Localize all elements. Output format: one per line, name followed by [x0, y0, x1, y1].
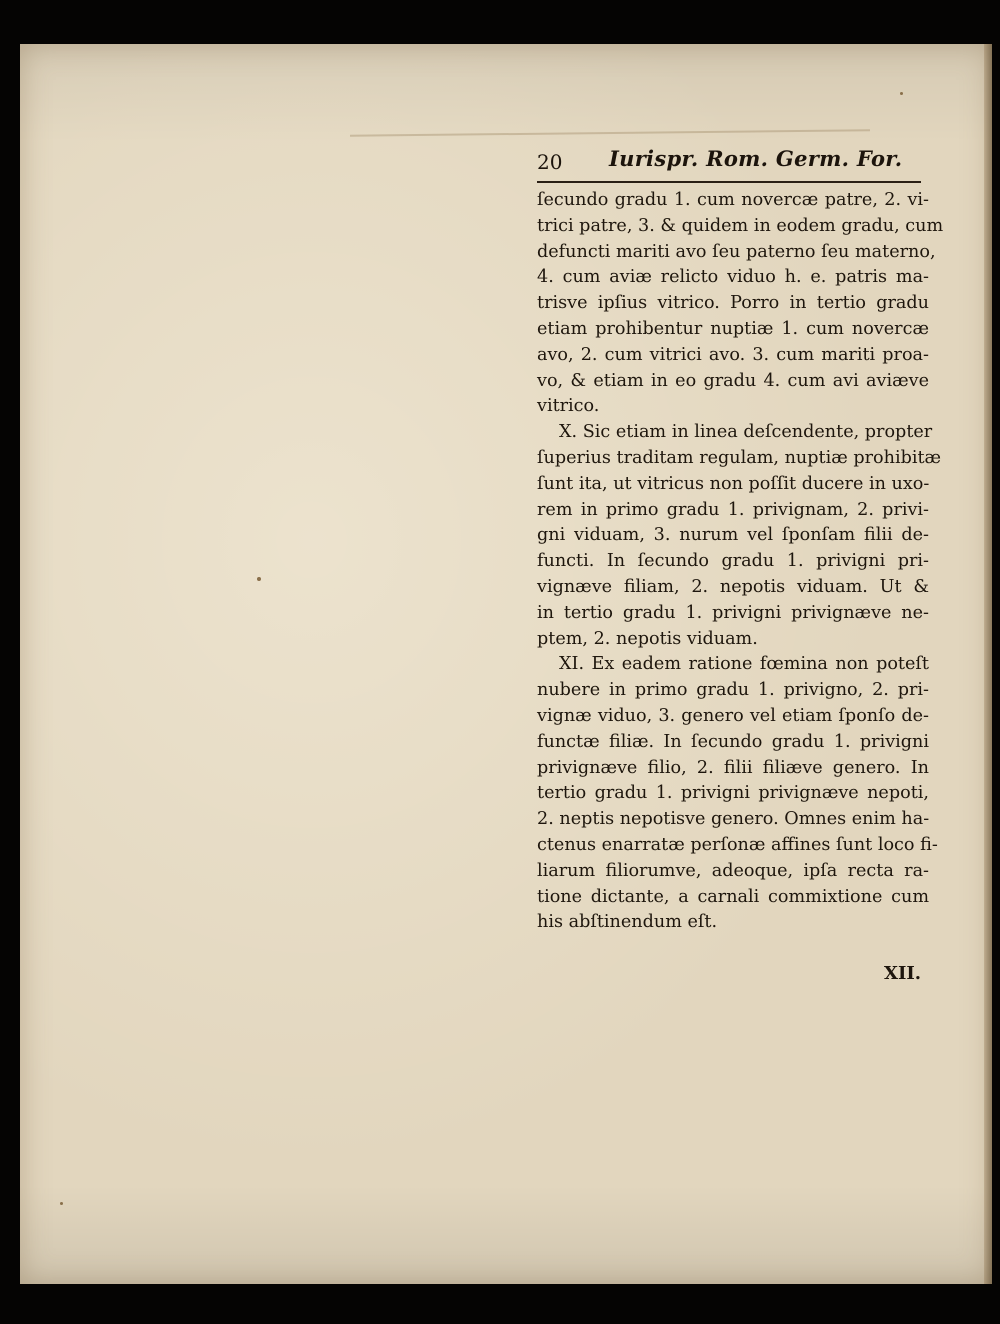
- text-line: ctenus enarratæ perſonæ affines ſunt loco fi-: [537, 834, 938, 855]
- body-text: [537, 188, 944, 936]
- header-rule: [537, 181, 921, 183]
- text-line: liarum filiorumve, adeoque, ipſa recta ra-: [537, 860, 929, 881]
- text-line: 4. cum aviæ relicto viduo h. e. patris ma-: [537, 267, 929, 288]
- paper-speck: [257, 577, 261, 581]
- text-line: trici patre, 3. & quidem in eodem gradu, cum: [537, 215, 944, 236]
- text-line: privignæve filio, 2. filii filiæve genero. In: [537, 757, 929, 778]
- paper-speck: [60, 1202, 63, 1205]
- text-line: defuncti mariti avo ſeu paterno ſeu materno,: [537, 241, 936, 262]
- text-line: vignæve filiam, 2. nepotis viduam. Ut &: [537, 576, 929, 597]
- paper-crease: [350, 129, 870, 136]
- text-line: functæ filiæ. In ſecundo gradu 1. privigni: [537, 731, 929, 752]
- text-line: ſecundo gradu 1. cum novercæ patre, 2. vi-: [537, 190, 929, 210]
- text-line: trisve ipſius vitrico. Porro in tertio gradu: [537, 293, 929, 314]
- running-title: Iurispr. Rom. Germ. For.: [609, 146, 903, 171]
- text-line: ſuperius traditam regulam, nuptiæ prohibitæ: [537, 447, 942, 468]
- text-line: functi. In ſecundo gradu 1. privigni pri-: [537, 551, 929, 572]
- text-line: vo, & etiam in eo gradu 4. cum avi aviæve: [537, 370, 929, 391]
- text-line: rem in primo gradu 1. privignam, 2. privi-: [537, 499, 929, 520]
- paper-speck: [900, 92, 903, 95]
- text-line: X. Sic etiam in linea deſcendente, propter: [559, 422, 933, 443]
- text-line: his abſtinendum eſt.: [537, 912, 718, 933]
- page-number: 20: [537, 150, 563, 174]
- text-line: tertio gradu 1. privigni privignæve nepoti,: [537, 783, 929, 804]
- text-line: ptem, 2. nepotis viduam.: [537, 628, 758, 649]
- text-line: tione dictante, a carnali commixtione cum: [537, 886, 929, 907]
- text-line: XI. Ex eadem ratione fœmina non poteſt: [559, 654, 929, 675]
- catchword: XII.: [884, 963, 922, 984]
- text-line: gni viduam, 3. nurum vel ſponſam filii de-: [537, 525, 929, 546]
- text-line: vignæ viduo, 3. genero vel etiam ſponſo de-: [537, 705, 929, 726]
- page-edge: [984, 44, 992, 1284]
- text-line: etiam prohibentur nuptiæ 1. cum novercæ: [537, 318, 929, 339]
- text-line: avo, 2. cum vitrici avo. 3. cum mariti proa-: [537, 344, 929, 365]
- text-line: 2. neptis nepotisve genero. Omnes enim ha-: [537, 809, 930, 830]
- text-line: ſunt ita, ut vitricus non poſſit ducere in uxo-: [537, 473, 930, 494]
- text-line: in tertio gradu 1. privigni privignæve ne-: [537, 602, 929, 623]
- text-line: nubere in primo gradu 1. privigno, 2. pri-: [537, 680, 929, 701]
- page-header: [537, 146, 933, 178]
- text-line: vitrico.: [537, 396, 600, 417]
